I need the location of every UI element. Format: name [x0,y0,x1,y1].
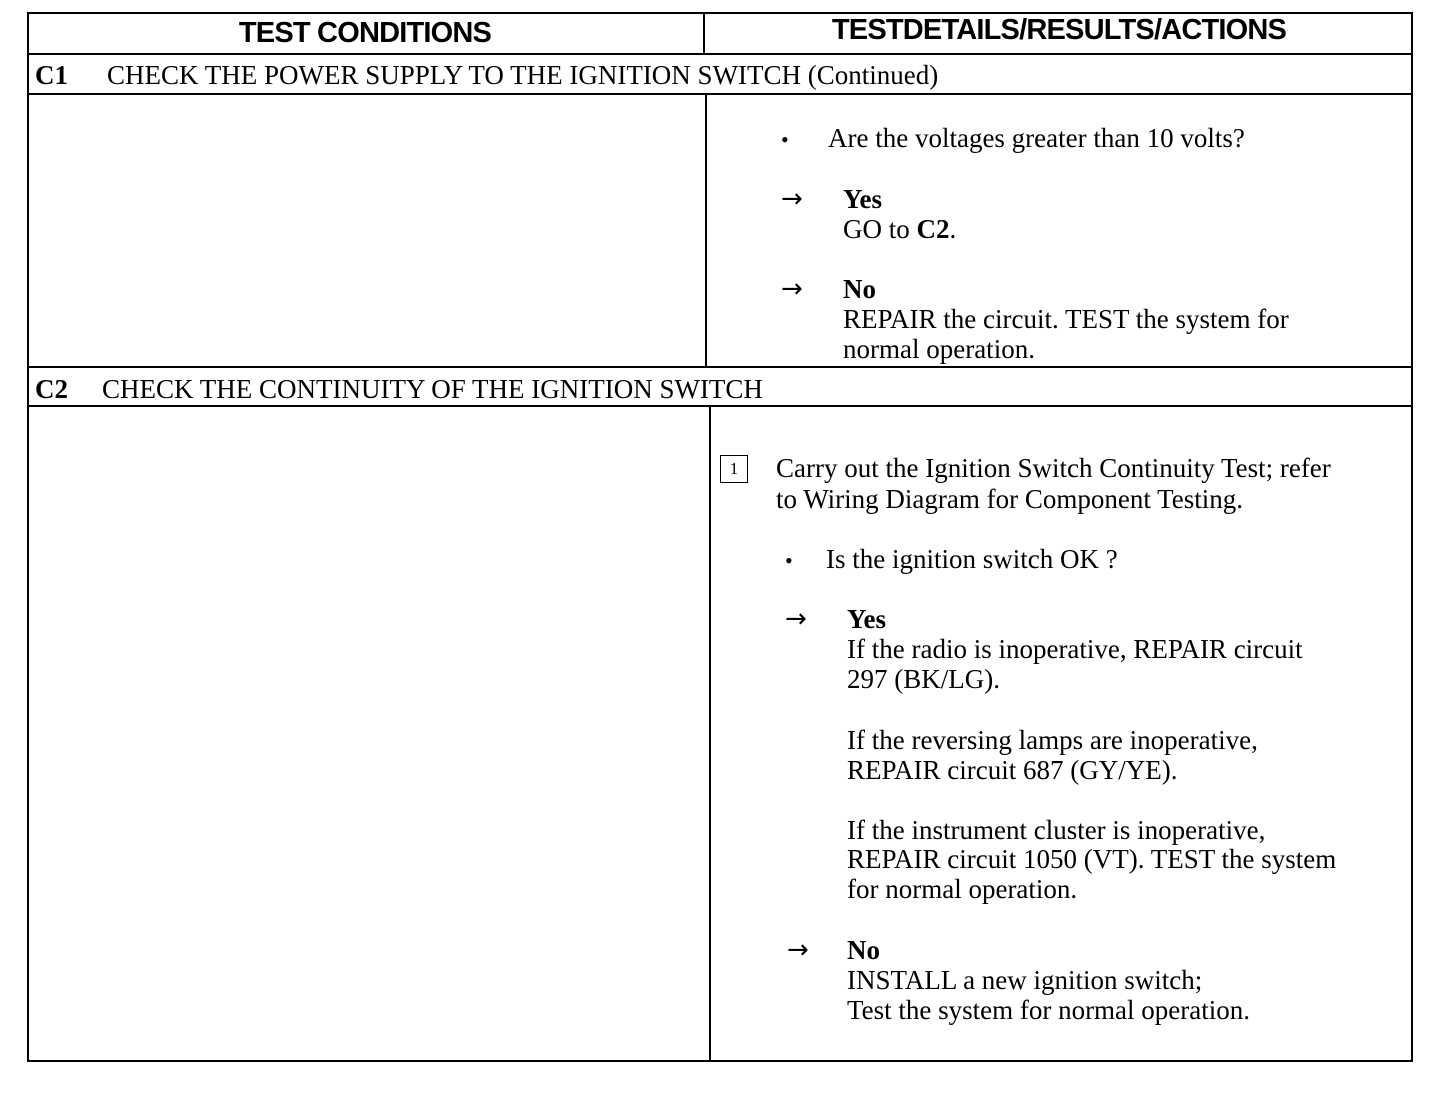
c1-yes-go-prefix: GO to [843,214,917,244]
c2-section-id: C2 [35,374,68,404]
c2-title-divider [27,405,1413,407]
c2-yes-label: Yes [847,604,886,634]
c2-step-line1: Carry out the Ignition Switch Continuity Test; refer [776,453,1331,483]
c1-no-line2: normal operation. [843,334,1035,364]
c2-yes-p2-line2: REPAIR circuit 687 (GY/YE). [847,755,1178,785]
c1-yes-label: Yes [843,184,882,214]
arrow-right-icon: → [781,184,803,214]
step-number-box: 1 [720,455,748,483]
header-divider [27,53,1413,55]
bullet-icon: • [785,548,793,573]
c2-section-title [35,374,763,405]
c1-question: Are the voltages greater than 10 volts? [828,123,1245,153]
c2-yes-p2-line1: If the reversing lamps are inoperative, [847,725,1258,755]
c1-yes-go-suffix: . [949,214,957,244]
c2-question: Is the ignition switch OK ? [826,544,1118,574]
c2-no-line1: INSTALL a new ignition switch; [847,965,1203,995]
c1-title-divider [27,93,1413,95]
c2-yes-p3-line2: REPAIR circuit 1050 (VT). TEST the system [847,844,1337,874]
c1-yes-action [843,214,956,244]
c1-section-divider [27,366,1413,368]
arrow-right-icon: → [781,274,803,304]
c2-column-divider [709,406,711,1062]
header-test-conditions: TEST CONDITIONS [238,17,492,49]
c2-yes-p3-line3: for normal operation. [847,874,1078,904]
c1-section-id: C1 [35,60,68,90]
c2-yes-p1-line1: If the radio is inoperative, REPAIR circuit [847,634,1303,664]
c2-title-text: CHECK THE CONTINUITY OF THE IGNITION SWITCH [102,374,763,404]
c2-yes-p3-line1: If the instrument cluster is inoperative, [847,815,1266,845]
c2-no-label: No [847,935,880,965]
table-frame [27,12,1413,1062]
c1-column-divider [705,94,707,367]
bullet-icon: • [781,127,789,152]
arrow-right-icon: → [785,604,807,634]
arrow-right-icon: → [787,935,809,965]
c1-section-title [35,60,938,91]
c2-no-line2: Test the system for normal operation. [847,995,1251,1025]
c1-title-text: CHECK THE POWER SUPPLY TO THE IGNITION SWITCH (Continued) [107,60,939,90]
c1-yes-go-target: C2 [916,214,950,244]
header-test-details: TESTDETAILS/RESULTS/ACTIONS [831,14,1287,46]
c1-no-label: No [843,274,876,304]
c1-no-line1: REPAIR the circuit. TEST the system for [843,304,1289,334]
c2-step-line2: to Wiring Diagram for Component Testing. [776,484,1243,514]
c2-yes-p1-line2: 297 (BK/LG). [847,664,1000,694]
